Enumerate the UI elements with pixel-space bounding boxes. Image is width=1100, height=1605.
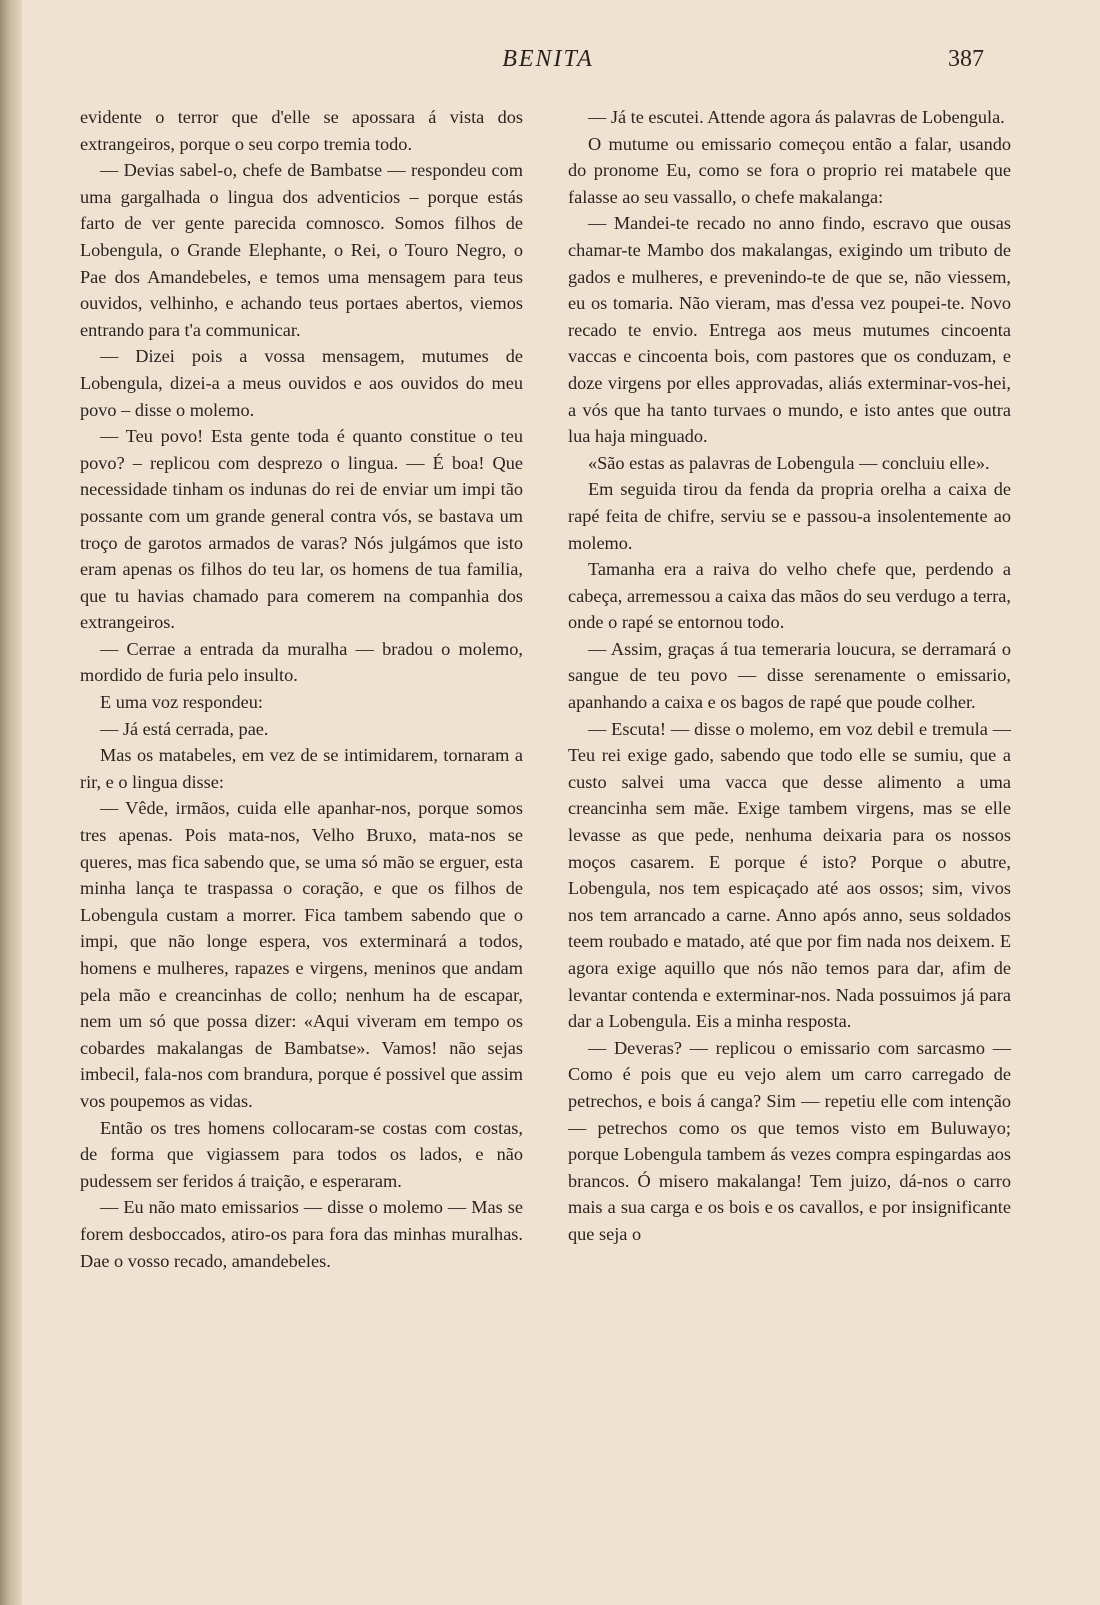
paragraph: — Já te escutei. Attende agora ás palavras de Lobengula.	[588, 107, 1005, 127]
paragraph: — Deveras? — replicou o emissario com sarcasmo — Como é pois que eu vejo alem um carro carregado de petrechos, e bois á canga? Sim — repetiu elle com intenção — petrechos como os que temos visto em Buluwayo; porque Lobengula tambem ás vezes compra espingardas aos brancos. Ó misero makalanga! Tem juizo, dá-nos o carro mais a sua carga e os bois e os cavallos, e por insignificante que seja o	[568, 1037, 1011, 1244]
left-text-column	[80, 104, 523, 1274]
page-header	[0, 46, 1100, 86]
paragraph: Em seguida tirou da fenda da propria orelha a caixa de rapé feita de chifre, serviu se e passou-a insolentemente ao molemo.	[568, 479, 1011, 553]
paragraph: — Vêde, irmãos, cuida elle apanhar-nos, porque somos tres apenas. Pois mata-nos, Velho Bruxo, mata-nos se queres, mas fica sabendo que, se uma só mão se erguer, esta minha lança te traspassa o coração, e que os filhos de Lobengula custam a morrer. Fica tambem sabendo que o impi, que não longe espera, vos exterminará a todos, homens e mulheres, rapazes e virgens, meninos que andam pela mão e creancinhas de collo; nenhum ha de escapar, nem um só que possa dizer: «Aqui viveram em tempo os cobardes makalangas de Bambatse». Vamos! não sejas imbecil, fala-nos com brandura, porque é possivel que assim vos poupemos as vidas.	[80, 798, 523, 1111]
book-binding-shadow	[0, 0, 22, 1605]
running-title: BENITA	[502, 46, 594, 72]
paragraph: — Assim, graças á tua temeraria loucura, se derramará o sangue de teu povo — disse serenamente o emissario, apanhando a caixa e os bagos de rapé que poude colher.	[568, 638, 1011, 713]
paragraph: Tamanha era a raiva do velho chefe que, perdendo a cabeça, arremessou a caixa das mãos do seu verdugo a terra, onde o rapé se entornou todo.	[568, 559, 1011, 633]
page-number: 387	[948, 46, 984, 72]
paragraph: evidente o terror que d'elle se apossara á vista dos extrangeiros, porque o seu corpo tremia todo.	[80, 107, 523, 154]
right-text-column	[568, 104, 1011, 1248]
paragraph: — Mandei-te recado no anno findo, escravo que ousas chamar-te Mambo dos makalangas, exigindo um tributo de gados e mulheres, e prevenindo-te de que se, não viessem, eu os tomaria. Não vieram, mas d'essa vez poupei-te. Novo recado te envio. Entrega aos meus mutumes cincoenta vaccas e cincoenta bois, com pastores que os conduzam, e doze virgens por elles approvadas, aliás exterminar-vos-hei, a vós que ha tanto turvaes o mundo, e isto antes que outra lua haja minguado.	[568, 213, 1011, 447]
paragraph: Então os tres homens collocaram-se costas com costas, de forma que vigiassem para todos os lados, e não pudessem ser feridos á traição, e esperaram.	[80, 1117, 523, 1191]
paragraph: Mas os matabeles, em vez de se intimidarem, tornaram a rir, e o lingua disse:	[80, 745, 523, 792]
paragraph: — Dizei pois a vossa mensagem, mutumes de Lobengula, dizei-a a meus ouvidos e aos ouvidos do meu povo – disse o molemo.	[80, 346, 523, 420]
paragraph: — Devias sabel-o, chefe de Bambatse — respondeu com uma gargalhada o lingua dos adventicios – porque estás farto de ver gente parecida comnosco. Somos filhos de Lobengula, o Grande Elephante, o Rei, o Touro Negro, o Pae dos Amandebeles, e temos uma mensagem para teus ouvidos, velhinho, e achando teus portaes abertos, viemos entrando para t'a communicar.	[80, 160, 523, 340]
paragraph: «São estas as palavras de Lobengula — concluiu elle».	[588, 452, 990, 473]
paragraph: — Teu povo! Esta gente toda é quanto constitue o teu povo? – replicou com desprezo o lingua. — É boa! Que necessidade tinham os indunas do rei de enviar um impi tão possante com um grande general contra vós, se bastava um troço de garotos armados de varas? Nós julgámos que isto eram apenas os filhos do teu lar, os homens de tua familia, que tu havias chamado para comerem na companhia dos extrangeiros.	[80, 426, 523, 633]
paragraph: — Já está cerrada, pae.	[100, 718, 269, 739]
paragraph: O mutume ou emissario começou então a falar, usando do pronome Eu, como se fora o proprio rei matabele que falasse ao seu vassallo, o chefe makalanga:	[568, 133, 1011, 207]
paragraph: — Escuta! — disse o molemo, em voz debil e tremula — Teu rei exige gado, sabendo que todo elle se sumiu, que a custo salvei uma vacca que desse alimento a uma creancinha sem mãe. Exige tambem virgens, mas se elle levasse as que pede, nenhuma deixaria para os nossos moços casarem. E porque é isto? Porque o abutre, Lobengula, nos tem espicaçado até aos ossos; sim, vivos nos tem arrancado a carne. Anno após anno, seus soldados teem roubado e matado, até que por fim nada nos deixem. E agora exige aquillo que nós não temos para dar, afim de levantar contenda e exterminar-nos. Nada possuimos já para dar a Lobengula. Eis a minha resposta.	[568, 718, 1011, 1032]
paragraph: — Cerrae a entrada da muralha — bradou o molemo, mordido de furia pelo insulto.	[80, 638, 523, 686]
paragraph: E uma voz respondeu:	[100, 692, 263, 713]
paragraph: — Eu não mato emissarios — disse o molemo — Mas se forem desboccados, atiro-os para fora das minhas muralhas. Dae o vosso recado, amandebeles.	[80, 1197, 523, 1271]
